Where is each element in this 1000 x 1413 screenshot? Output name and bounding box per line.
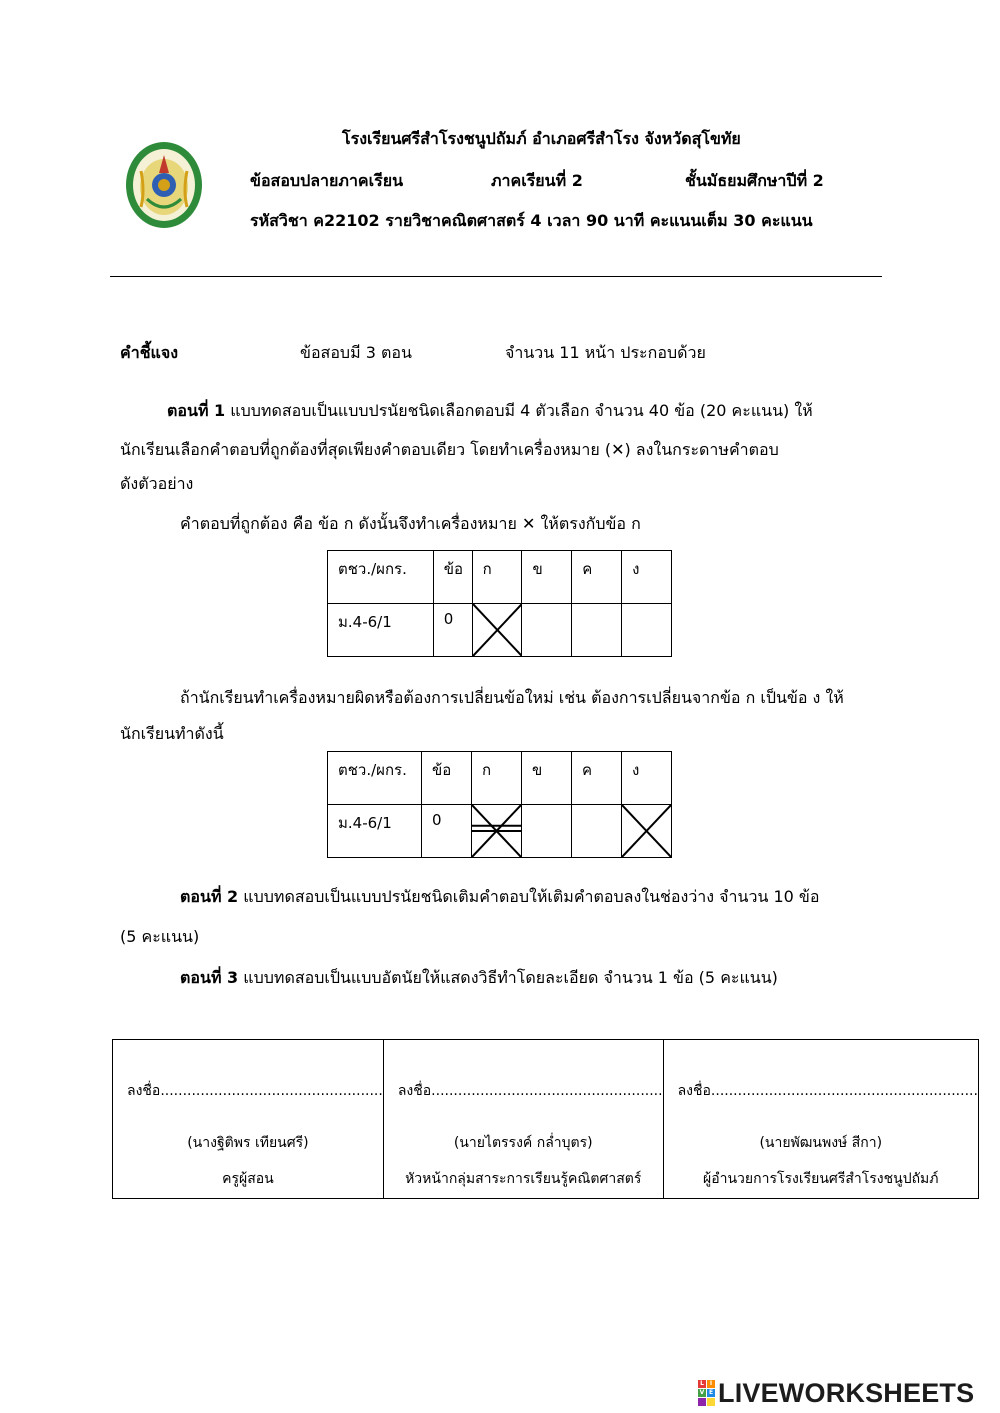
signature-cell-director	[663, 1040, 978, 1199]
part2-text: แบบทดสอบเป็นแบบปรนัยชนิดเติมคำตอบให้เติมคำตอบลงในช่องว่าง จำนวน 10 ข้อ	[238, 887, 820, 906]
logo-block: I	[707, 1380, 715, 1388]
logo-block	[707, 1398, 715, 1406]
school-logo	[125, 141, 203, 229]
answer-cell-marked	[622, 805, 672, 858]
table-header-cell: ง	[622, 551, 672, 604]
part1-text: แบบทดสอบเป็นแบบปรนัยชนิดเลือกตอบมี 4 ตัวเลือก จำนวน 40 ข้อ (20 คะแนน) ให้	[225, 401, 813, 420]
cross-mark-icon	[622, 805, 671, 857]
part3-title: ตอนที่ 3	[180, 968, 239, 987]
part1-title: ตอนที่ 1	[167, 401, 226, 420]
logo-block: L	[698, 1380, 706, 1388]
instructions-parts: ข้อสอบมี 3 ตอน	[300, 343, 412, 362]
signature-line: ลงชื่อ..................................................	[127, 1083, 383, 1099]
signer-name: (นายพัฒนพงษ์ สีกา)	[759, 1135, 883, 1151]
watermark-text: LIVEWORKSHEETS	[718, 1377, 975, 1408]
logo-block: V	[699, 1389, 705, 1396]
header-divider	[110, 276, 882, 277]
table-header-cell: ค	[572, 551, 622, 604]
table-header-cell: ข้อ	[433, 551, 472, 604]
answer-cell	[522, 604, 572, 657]
table-header-cell: ก	[472, 551, 522, 604]
table-header-cell: ตชว./ผกร.	[328, 752, 422, 805]
signer-role: หัวหน้ากลุ่มสาระการเรียนรู้คณิตศาสตร์	[405, 1171, 642, 1187]
table-header-cell: ข	[522, 551, 572, 604]
change-line1: ถ้านักเรียนทำเครื่องหมายผิดหรือต้องการเปลี่ยนข้อใหม่ เช่น ต้องการเปลี่ยนจากข้อ ก เป็นข้อ ง ให้	[180, 688, 844, 707]
part1-line1	[167, 399, 813, 424]
signature-cell-teacher	[113, 1040, 384, 1199]
table-header-cell: ตชว./ผกร.	[328, 551, 434, 604]
answer-cell-marked	[472, 604, 522, 657]
example-text: คำตอบที่ถูกต้อง คือ ข้อ ก ดังนั้นจึงทำเครื่องหมาย ✕ ให้ตรงกับข้อ ก	[180, 514, 641, 533]
semester: ภาคเรียนที่ 2	[491, 171, 583, 190]
signature-line: ลงชื่อ............................................................	[677, 1083, 978, 1099]
answer-cell	[522, 805, 572, 858]
table-header-cell: ง	[622, 752, 672, 805]
subject-line: รหัสวิชา ค22102 รายวิชาคณิตศาสตร์ 4 เวลา 90 นาที คะแนนเต็ม 30 คะแนน	[250, 211, 813, 230]
signer-name: (นางฐิติพร เทียนศรี)	[187, 1135, 309, 1151]
table-header-cell: ค	[572, 752, 622, 805]
signer-role: ผู้อำนวยการโรงเรียนศรีสำโรงชนูปถัมภ์	[703, 1171, 939, 1187]
instructions-label: คำชี้แจง	[120, 343, 179, 362]
answer-cell	[572, 805, 622, 858]
logo-block: E	[708, 1389, 714, 1396]
signer-name: (นายไตรรงค์ กล่ำบุตร)	[453, 1135, 593, 1151]
part2-line2: (5 คะแนน)	[120, 927, 200, 946]
answer-cell	[622, 604, 672, 657]
answer-example-table-2	[327, 751, 672, 858]
answer-cell-cancelled	[472, 805, 522, 858]
signature-line: ลงชื่อ....................................................	[397, 1083, 663, 1099]
table-cell: ม.4-6/1	[328, 604, 434, 657]
signer-role: ครูผู้สอน	[222, 1171, 274, 1187]
part3-text: แบบทดสอบเป็นแบบอัตนัยให้แสดงวิธีทำโดยละเอียด จำนวน 1 ข้อ (5 คะแนน)	[238, 968, 778, 987]
table-cell: 0	[422, 805, 472, 858]
exam-type: ข้อสอบปลายภาคเรียน	[250, 171, 404, 190]
table-header-cell: ข้อ	[422, 752, 472, 805]
liveworksheets-logo-icon	[698, 1380, 715, 1406]
part3-line1	[180, 966, 778, 991]
signature-cell-head	[383, 1040, 663, 1199]
school-name: โรงเรียนศรีสำโรงชนูปถัมภ์ อำเภอศรีสำโรง จังหวัดสุโขทัย	[342, 129, 741, 148]
table-header-cell: ข	[522, 752, 572, 805]
instructions-pages: จำนวน 11 หน้า ประกอบด้วย	[505, 343, 706, 362]
answer-example-table-1	[327, 550, 672, 657]
signature-table	[112, 1039, 979, 1199]
part2-title: ตอนที่ 2	[180, 887, 239, 906]
part2-line1	[180, 885, 819, 910]
table-cell: 0	[433, 604, 472, 657]
cross-mark-icon	[473, 604, 522, 656]
liveworksheets-watermark	[698, 1379, 974, 1407]
table-header-cell: ก	[472, 752, 522, 805]
part1-line3: ดังตัวอย่าง	[120, 474, 194, 493]
logo-block	[698, 1398, 706, 1406]
table-cell: ม.4-6/1	[328, 805, 422, 858]
grade-level: ชั้นมัธยมศึกษาปีที่ 2	[685, 171, 824, 190]
change-line2: นักเรียนทำดังนี้	[120, 724, 224, 743]
answer-cell	[572, 604, 622, 657]
part1-line2: นักเรียนเลือกคำตอบที่ถูกต้องที่สุดเพียงคำตอบเดียว โดยทำเครื่องหมาย (✕) ลงในกระดาษคำตอบ	[120, 440, 779, 459]
cancelled-cross-mark-icon	[472, 805, 521, 857]
